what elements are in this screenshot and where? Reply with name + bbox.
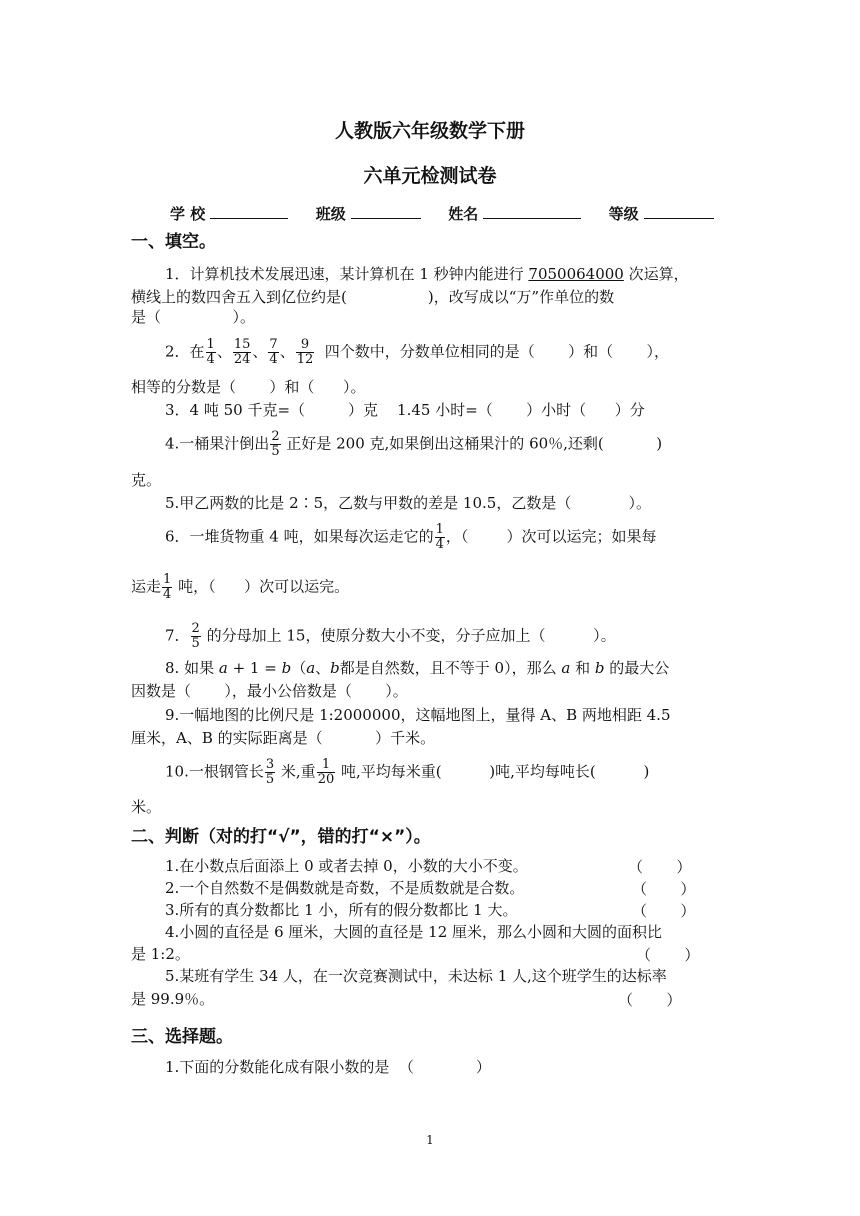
class-blank[interactable]	[351, 203, 421, 219]
q10-line-1: 10.一根钢管长 $\frac{3}{5}$ 米,重 $\frac{1}{20}$ 吨,平均每米重( )吨,平均每吨长( )	[165, 757, 650, 787]
page-number: 1	[426, 1133, 434, 1147]
q8-line-1: 8. 如果 a + 1 = b（a、b都是自然数，且不等于 0），那么 a 和 b 的最大公	[165, 659, 670, 677]
fraction-1-4: $\frac{1}{4}$	[206, 337, 215, 367]
choice-q1: 1.下面的分数能化成有限小数的是 （ ）	[165, 1058, 491, 1076]
q2-line-1: 2．在 $\frac{1}{4}$ 、 $\frac{15}{24}$ 、 $\frac{7}{4}$ 、 $\frac{9}{12}$ 四个数中，分数单位相同的是（ ）和（ ），	[165, 337, 670, 367]
judge-q4-line-1: 4.小圆的直径是 6 厘米，大圆的直径是 12 厘米，那么小圆和大圆的面积比	[165, 923, 663, 941]
q1-line-3: 是（ ）。	[131, 308, 256, 326]
fraction-1-4: $\frac{1}{4}$	[435, 522, 444, 552]
section-choice-heading: 三、选择题。	[131, 1027, 233, 1047]
student-info-line	[170, 203, 714, 224]
judge-q4-line-2: 是 1:2。	[131, 945, 190, 963]
q2-line-2: 相等的分数是（ ）和（ ）。	[131, 378, 366, 396]
class-label: 班级	[315, 205, 346, 223]
q9-line-1: 9.一幅地图的比例尺是 1:2000000，这幅地图上，量得 A、B 两地相距 4.5	[165, 706, 671, 724]
judge-q2: 2.一个自然数不是偶数就是奇数，不是质数就是合数。	[165, 879, 525, 897]
name-label: 姓名	[448, 205, 479, 223]
judge-q1-answer[interactable]: （ ）	[628, 858, 692, 876]
q3-line: 3．4 吨 50 千克=（ ）克 1.45 小时=（ ）小时（ ）分	[165, 401, 645, 419]
page-title: 人教版六年级数学下册	[334, 120, 525, 142]
section-judgement-heading: 二、判断（对的打“√”，错的打“×”）。	[131, 827, 431, 847]
fraction-7-4: $\frac{7}{4}$	[269, 337, 278, 367]
judge-q4-answer[interactable]: （ ）	[636, 946, 700, 964]
fraction-3-5: $\frac{3}{5}$	[265, 757, 275, 787]
judge-q5-answer[interactable]: （ ）	[618, 991, 682, 1009]
q1-line-2: 横线上的数四舍五入到亿位约是( )，改写成以“万”作单位的数	[131, 288, 615, 306]
q4-line-1: 4.一桶果汁倒出 $\frac{2}{5}$ 正好是 200 克,如果倒出这桶果汁的 60％,还剩( )	[165, 429, 663, 459]
school-blank[interactable]	[210, 203, 288, 219]
q8-line-2: 因数是（ ），最小公倍数是（ ）。	[131, 682, 408, 700]
judge-q3-answer[interactable]: （ ）	[632, 902, 696, 920]
judge-q1: 1.在小数点后面添上 0 或者去掉 0，小数的大小不变。	[165, 857, 528, 875]
grade-label: 等级	[608, 205, 639, 223]
q4-line-2: 克。	[131, 471, 162, 489]
q9-line-2: 厘米，A、B 的实际距离是（ ）千米。	[131, 729, 436, 747]
fraction-9-12: $\frac{9}{12}$	[296, 337, 314, 367]
q6-line-1: 6．一堆货物重 4 吨，如果每次运走它的 $\frac{1}{4}$ ，（ ）次可以运完；如果每	[165, 522, 657, 552]
page-subtitle: 六单元检测试卷	[363, 165, 497, 187]
school-label: 学 校	[170, 205, 206, 223]
q1-line-1: 1．计算机技术发展迅速，某计算机在 1 秒钟内能进行 7050064000 次运算，	[165, 265, 689, 283]
judge-q5-line-2: 是 99.9％。	[131, 990, 215, 1008]
q10-line-2: 米。	[131, 798, 162, 816]
judge-q5-line-1: 5.某班有学生 34 人，在一次竞赛测试中，未达标 1 人,这个班学生的达标率	[165, 967, 667, 985]
judge-q3: 3.所有的真分数都比 1 小，所有的假分数都比 1 大。	[165, 901, 518, 919]
fraction-1-20: $\frac{1}{20}$	[317, 757, 335, 787]
q7-line: 7． $\frac{2}{5}$ 的分母加上 15，使原分数大小不变，分子应加上（ ）。	[165, 621, 616, 651]
fraction-1-4: $\frac{1}{4}$	[163, 572, 172, 602]
q5-line: 5.甲乙两数的比是 2∶5，乙数与甲数的差是 10.5，乙数是（ ）。	[165, 494, 652, 512]
underlined-number: 7050064000	[528, 265, 624, 283]
q6-line-2: 运走 $\frac{1}{4}$ 吨，（ ）次可以运完。	[131, 572, 350, 602]
judge-q2-answer[interactable]: （ ）	[632, 880, 696, 898]
fraction-15-24: $\frac{15}{24}$	[233, 337, 251, 367]
fraction-2-5: $\frac{2}{5}$	[191, 621, 200, 651]
fraction-2-5: $\frac{2}{5}$	[271, 429, 280, 459]
section-fill-in-heading: 一、填空。	[131, 232, 216, 252]
grade-blank[interactable]	[644, 203, 714, 219]
name-blank[interactable]	[483, 203, 581, 219]
